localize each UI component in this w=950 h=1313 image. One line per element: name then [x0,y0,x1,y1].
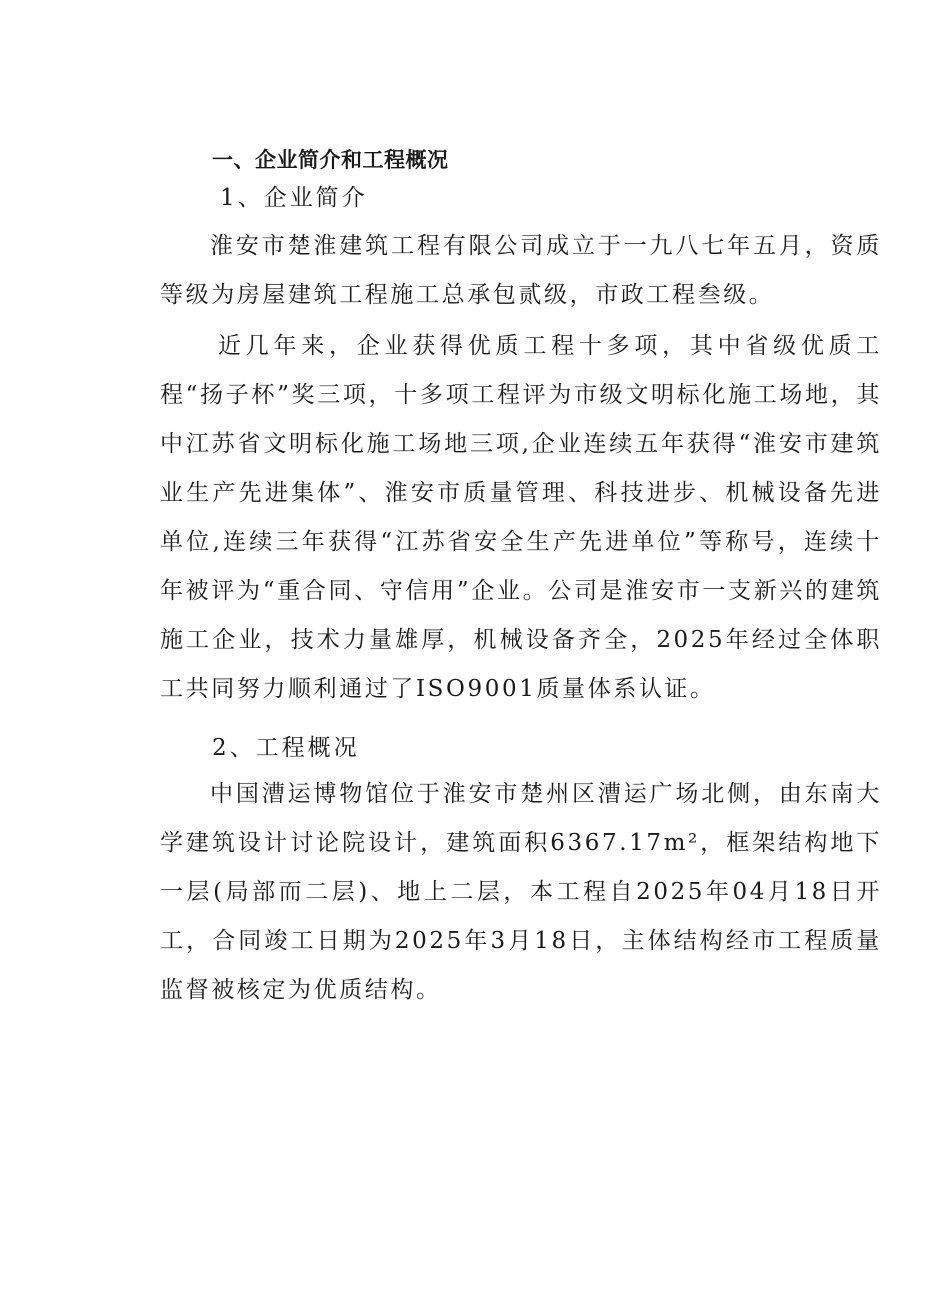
section-title: 一、企业简介和工程概况 [212,148,449,172]
subsection-project-overview: 2、工程概况 [212,735,360,761]
subsection-company-intro: 1、企业简介 [220,185,368,211]
paragraph-project-details: 中国漕运博物馆位于淮安市楚州区漕运广场北侧，由东南大学建筑设计讨论院设计，建筑面积6367.17m²，框架结构地下一层(局部而二层)、地上二层，本工程自2025年04月18日开工，合同竣工日期为2025年3月18日，主体结构经市工程质量监督被核定为优质结构。 [160,781,882,1003]
paragraph-company-achievements: 近几年来，企业获得优质工程十多项，其中省级优质工程“扬子杯”奖三项，十多项工程评为市级文明标化施工场地，其中江苏省文明标化施工场地三项,企业连续五年获得“淮安市建筑业生产先进集体”、淮安市质量管理、科技进步、机械设备先进单位,连续三年获得“江苏省安全生产先进单位”等称号，连续十年被评为“重合同、守信用”企业。公司是淮安市一支新兴的建筑施工企业，技术力量雄厚，机械设备齐全，2025年经过全体职工共同努力顺利通过了ISO9001质量体系认证。 [160,333,882,702]
paragraph-company-founding: 淮安市楚淮建筑工程有限公司成立于一九八七年五月，资质等级为房屋建筑工程施工总承包贰级，市政工程叁级。 [160,233,882,308]
